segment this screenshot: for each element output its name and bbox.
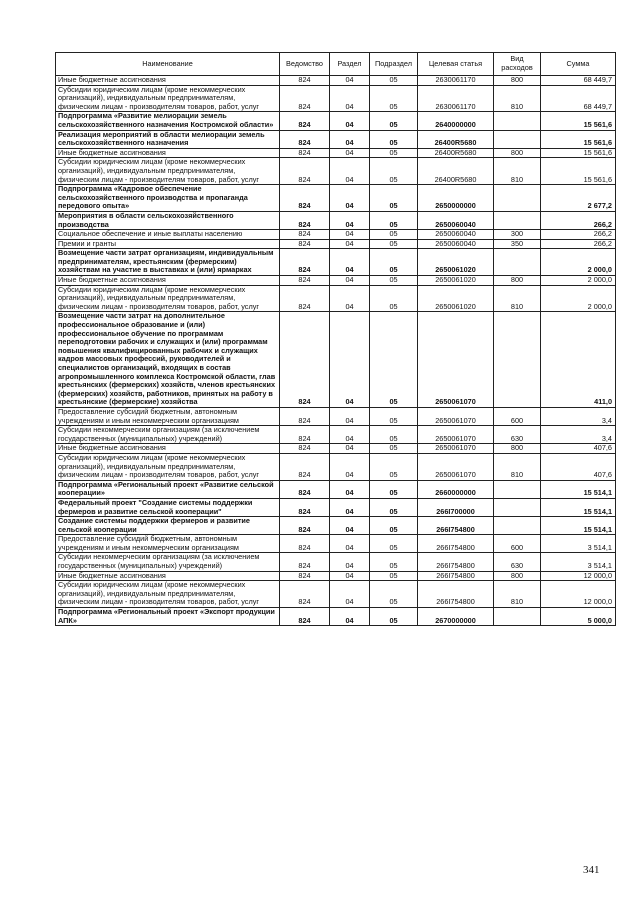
row-sum: 2 677,2 [541, 185, 616, 212]
row-sum: 15 561,6 [541, 158, 616, 185]
row-sum: 15 561,6 [541, 112, 616, 130]
table-row [56, 581, 616, 608]
row-name: Иные бюджетные ассигнования [56, 76, 280, 86]
row-name: Субсидии некоммерческим организациям (за исключением государственных (муниципальных) учреждений) [56, 553, 280, 571]
row-target-article: 266I700000 [418, 498, 494, 516]
row-razdel: 04 [330, 608, 370, 626]
row-podrazdel: 05 [370, 426, 418, 444]
row-target-article: 266I754800 [418, 571, 494, 581]
row-razdel: 04 [330, 185, 370, 212]
row-target-article: 2660000000 [418, 480, 494, 498]
row-name: Субсидии некоммерческим организациям (за исключением государственных (муниципальных) учреждений) [56, 426, 280, 444]
row-podrazdel: 05 [370, 608, 418, 626]
row-podrazdel: 05 [370, 407, 418, 425]
row-razdel: 04 [330, 239, 370, 249]
row-name: Субсидии юридическим лицам (кроме некоммерческих организаций), индивидуальным предпринимателям, физическим лицам - производителям товаров, работ, услуг [56, 285, 280, 312]
row-razdel: 04 [330, 211, 370, 229]
table-row [56, 444, 616, 454]
row-podrazdel: 05 [370, 249, 418, 276]
row-sum: 5 000,0 [541, 608, 616, 626]
table-row [56, 285, 616, 312]
row-podrazdel: 05 [370, 571, 418, 581]
row-vedomstvo: 824 [280, 444, 330, 454]
row-name: Иные бюджетные ассигнования [56, 276, 280, 286]
row-sum: 3,4 [541, 407, 616, 425]
row-vedomstvo: 824 [280, 185, 330, 212]
row-name: Возмещение части затрат организациям, индивидуальным предпринимателям, крестьянским (фермерским) хозяйствам на участие в выставках и (или) ярмарках [56, 249, 280, 276]
table-row [56, 535, 616, 553]
row-podrazdel: 05 [370, 239, 418, 249]
row-expense-type [494, 608, 541, 626]
table-row [56, 130, 616, 148]
row-expense-type: 800 [494, 571, 541, 581]
row-vedomstvo: 824 [280, 276, 330, 286]
row-name: Федеральный проект "Создание системы поддержки фермеров и развитие сельской кооперации" [56, 498, 280, 516]
row-vedomstvo: 824 [280, 158, 330, 185]
table-row [56, 185, 616, 212]
row-target-article: 266I754800 [418, 553, 494, 571]
budget-table [55, 52, 616, 626]
row-podrazdel: 05 [370, 85, 418, 112]
row-razdel: 04 [330, 85, 370, 112]
row-expense-type [494, 112, 541, 130]
row-name: Предоставление субсидий бюджетным, автономным учреждениям и иным некоммерческим организациям [56, 535, 280, 553]
row-name: Возмещение части затрат на дополнительное профессиональное образование и (или) профессиональное обучение по программам переподготовки рабочих и служащих и (или) программам повышения квалифицированных рабочих и служащих кадров массовых профессий, руководителей и специалистов организаций, входящих в состав агропромышленного комплекса Костромской области, глав крестьянских (фермерских) хозяйств, членов крестьянских (фермерских) хозяйств, работников, принятых на работу в крестьянские (фермерские) хозяйства [56, 312, 280, 408]
row-name: Субсидии юридическим лицам (кроме некоммерческих организаций), индивидуальным предпринимателям, физическим лицам - производителям товаров, работ, услуг [56, 158, 280, 185]
row-expense-type: 810 [494, 581, 541, 608]
row-podrazdel: 05 [370, 185, 418, 212]
row-podrazdel: 05 [370, 158, 418, 185]
row-target-article: 26400R5680 [418, 158, 494, 185]
row-sum: 2 000,0 [541, 276, 616, 286]
header-name: Наименование [56, 53, 280, 76]
row-target-article: 2650060040 [418, 230, 494, 240]
row-target-article: 2650061020 [418, 249, 494, 276]
row-razdel: 04 [330, 426, 370, 444]
table-row [56, 553, 616, 571]
row-sum: 2 000,0 [541, 285, 616, 312]
row-sum: 68 449,7 [541, 85, 616, 112]
row-target-article: 266I754800 [418, 581, 494, 608]
row-target-article: 2650061070 [418, 312, 494, 408]
table-row [56, 239, 616, 249]
row-name: Иные бюджетные ассигнования [56, 148, 280, 158]
row-vedomstvo: 824 [280, 76, 330, 86]
row-vedomstvo: 824 [280, 249, 330, 276]
row-name: Субсидии юридическим лицам (кроме некоммерческих организаций), индивидуальным предпринимателям, физическим лицам - производителям товаров, работ, услуг [56, 453, 280, 480]
row-vedomstvo: 824 [280, 581, 330, 608]
table-row [56, 148, 616, 158]
row-name: Подпрограмма «Развитие мелиорации земель сельскохозяйственного назначения Костромской области» [56, 112, 280, 130]
row-podrazdel: 05 [370, 498, 418, 516]
row-razdel: 04 [330, 581, 370, 608]
row-name: Предоставление субсидий бюджетным, автономным учреждениям и иным некоммерческим организациям [56, 407, 280, 425]
row-target-article: 2670000000 [418, 608, 494, 626]
row-vedomstvo: 824 [280, 230, 330, 240]
row-vedomstvo: 824 [280, 426, 330, 444]
budget-table-page [55, 52, 615, 626]
row-razdel: 04 [330, 130, 370, 148]
row-sum: 15 514,1 [541, 517, 616, 535]
row-podrazdel: 05 [370, 285, 418, 312]
row-razdel: 04 [330, 444, 370, 454]
row-expense-type: 800 [494, 148, 541, 158]
table-row [56, 211, 616, 229]
row-sum: 3 514,1 [541, 535, 616, 553]
table-body [56, 76, 616, 626]
table-row [56, 608, 616, 626]
row-sum: 411,0 [541, 312, 616, 408]
table-row [56, 85, 616, 112]
header-razdel: Раздел [330, 53, 370, 76]
row-sum: 15 514,1 [541, 498, 616, 516]
row-sum: 15 561,6 [541, 130, 616, 148]
row-podrazdel: 05 [370, 276, 418, 286]
row-target-article: 2650061070 [418, 426, 494, 444]
page-number: 341 [583, 864, 600, 876]
row-expense-type: 800 [494, 276, 541, 286]
row-razdel: 04 [330, 498, 370, 516]
row-razdel: 04 [330, 517, 370, 535]
table-row [56, 312, 616, 408]
row-razdel: 04 [330, 407, 370, 425]
row-expense-type [494, 130, 541, 148]
row-podrazdel: 05 [370, 130, 418, 148]
row-expense-type: 800 [494, 444, 541, 454]
row-razdel: 04 [330, 230, 370, 240]
row-target-article: 2650061020 [418, 285, 494, 312]
row-razdel: 04 [330, 453, 370, 480]
row-target-article: 266I754800 [418, 535, 494, 553]
row-name: Подпрограмма «Региональный проект «Экспорт продукции АПК» [56, 608, 280, 626]
table-row [56, 453, 616, 480]
row-vedomstvo: 824 [280, 535, 330, 553]
table-row [56, 249, 616, 276]
row-sum: 15 514,1 [541, 480, 616, 498]
row-sum: 12 000,0 [541, 581, 616, 608]
row-razdel: 04 [330, 535, 370, 553]
row-razdel: 04 [330, 276, 370, 286]
row-sum: 68 449,7 [541, 76, 616, 86]
row-target-article: 2650061020 [418, 276, 494, 286]
row-podrazdel: 05 [370, 517, 418, 535]
row-target-article: 2650060040 [418, 239, 494, 249]
row-target-article: 26400R5680 [418, 130, 494, 148]
row-expense-type: 600 [494, 535, 541, 553]
table-row [56, 276, 616, 286]
table-row [56, 426, 616, 444]
row-vedomstvo: 824 [280, 239, 330, 249]
row-vedomstvo: 824 [280, 553, 330, 571]
row-razdel: 04 [330, 158, 370, 185]
row-razdel: 04 [330, 312, 370, 408]
row-podrazdel: 05 [370, 76, 418, 86]
row-podrazdel: 05 [370, 480, 418, 498]
row-expense-type: 350 [494, 239, 541, 249]
row-podrazdel: 05 [370, 148, 418, 158]
header-podrazdel: Подраздел [370, 53, 418, 76]
row-podrazdel: 05 [370, 112, 418, 130]
table-row [56, 498, 616, 516]
row-name: Мероприятия в области сельскохозяйственного производства [56, 211, 280, 229]
row-razdel: 04 [330, 76, 370, 86]
table-row [56, 158, 616, 185]
row-target-article: 2650060040 [418, 211, 494, 229]
row-sum: 12 000,0 [541, 571, 616, 581]
row-razdel: 04 [330, 571, 370, 581]
row-target-article: 2640000000 [418, 112, 494, 130]
header-sum: Сумма [541, 53, 616, 76]
row-podrazdel: 05 [370, 230, 418, 240]
row-expense-type [494, 498, 541, 516]
row-expense-type [494, 480, 541, 498]
row-expense-type: 630 [494, 426, 541, 444]
row-sum: 407,6 [541, 444, 616, 454]
row-name: Иные бюджетные ассигнования [56, 444, 280, 454]
row-vedomstvo: 824 [280, 130, 330, 148]
row-expense-type: 810 [494, 453, 541, 480]
table-row [56, 480, 616, 498]
row-expense-type: 810 [494, 158, 541, 185]
row-sum: 15 561,6 [541, 148, 616, 158]
row-sum: 3,4 [541, 426, 616, 444]
row-razdel: 04 [330, 249, 370, 276]
row-name: Иные бюджетные ассигнования [56, 571, 280, 581]
row-vedomstvo: 824 [280, 85, 330, 112]
row-vedomstvo: 824 [280, 608, 330, 626]
row-podrazdel: 05 [370, 553, 418, 571]
row-sum: 266,2 [541, 239, 616, 249]
row-podrazdel: 05 [370, 312, 418, 408]
header-expense-type: Вид расходов [494, 53, 541, 76]
row-expense-type: 810 [494, 85, 541, 112]
table-row [56, 517, 616, 535]
row-vedomstvo: 824 [280, 480, 330, 498]
row-name: Реализация мероприятий в области мелиорации земель сельскохозяйственного назначения [56, 130, 280, 148]
row-expense-type [494, 211, 541, 229]
row-vedomstvo: 824 [280, 407, 330, 425]
row-target-article: 2650000000 [418, 185, 494, 212]
row-expense-type [494, 312, 541, 408]
row-sum: 407,6 [541, 453, 616, 480]
row-vedomstvo: 824 [280, 112, 330, 130]
row-vedomstvo: 824 [280, 211, 330, 229]
row-name: Подпрограмма «Региональный проект «Развитие сельской кооперации» [56, 480, 280, 498]
row-name: Субсидии юридическим лицам (кроме некоммерческих организаций), индивидуальным предпринимателям, физическим лицам - производителям товаров, работ, услуг [56, 581, 280, 608]
row-razdel: 04 [330, 148, 370, 158]
row-expense-type [494, 517, 541, 535]
row-vedomstvo: 824 [280, 453, 330, 480]
header-vedomstvo: Ведомство [280, 53, 330, 76]
row-target-article: 2650061070 [418, 453, 494, 480]
row-target-article: 2650061070 [418, 444, 494, 454]
row-sum: 266,2 [541, 211, 616, 229]
row-razdel: 04 [330, 480, 370, 498]
row-podrazdel: 05 [370, 535, 418, 553]
row-podrazdel: 05 [370, 453, 418, 480]
row-expense-type [494, 185, 541, 212]
row-vedomstvo: 824 [280, 571, 330, 581]
row-target-article: 266I754800 [418, 517, 494, 535]
row-expense-type: 630 [494, 553, 541, 571]
table-header-row [56, 53, 616, 76]
row-expense-type: 300 [494, 230, 541, 240]
row-expense-type: 600 [494, 407, 541, 425]
row-target-article: 2650061070 [418, 407, 494, 425]
row-vedomstvo: 824 [280, 148, 330, 158]
table-row [56, 76, 616, 86]
row-expense-type [494, 249, 541, 276]
table-row [56, 112, 616, 130]
row-vedomstvo: 824 [280, 312, 330, 408]
header-target-article: Целевая статья [418, 53, 494, 76]
row-vedomstvo: 824 [280, 285, 330, 312]
row-name: Социальное обеспечение и иные выплаты населению [56, 230, 280, 240]
row-razdel: 04 [330, 553, 370, 571]
row-target-article: 2630061170 [418, 76, 494, 86]
row-expense-type: 800 [494, 76, 541, 86]
row-target-article: 26400R5680 [418, 148, 494, 158]
row-sum: 2 000,0 [541, 249, 616, 276]
row-sum: 3 514,1 [541, 553, 616, 571]
row-expense-type: 810 [494, 285, 541, 312]
row-podrazdel: 05 [370, 444, 418, 454]
row-vedomstvo: 824 [280, 498, 330, 516]
row-sum: 266,2 [541, 230, 616, 240]
row-podrazdel: 05 [370, 211, 418, 229]
row-name: Премии и гранты [56, 239, 280, 249]
row-razdel: 04 [330, 112, 370, 130]
row-vedomstvo: 824 [280, 517, 330, 535]
table-row [56, 571, 616, 581]
row-target-article: 2630061170 [418, 85, 494, 112]
row-podrazdel: 05 [370, 581, 418, 608]
table-row [56, 230, 616, 240]
row-name: Подпрограмма «Кадровое обеспечение сельскохозяйственного производства и пропаганда передового опыта» [56, 185, 280, 212]
row-name: Субсидии юридическим лицам (кроме некоммерческих организаций), индивидуальным предпринимателям, физическим лицам - производителям товаров, работ, услуг [56, 85, 280, 112]
table-row [56, 407, 616, 425]
row-name: Создание системы поддержки фермеров и развитие сельской кооперации [56, 517, 280, 535]
row-razdel: 04 [330, 285, 370, 312]
